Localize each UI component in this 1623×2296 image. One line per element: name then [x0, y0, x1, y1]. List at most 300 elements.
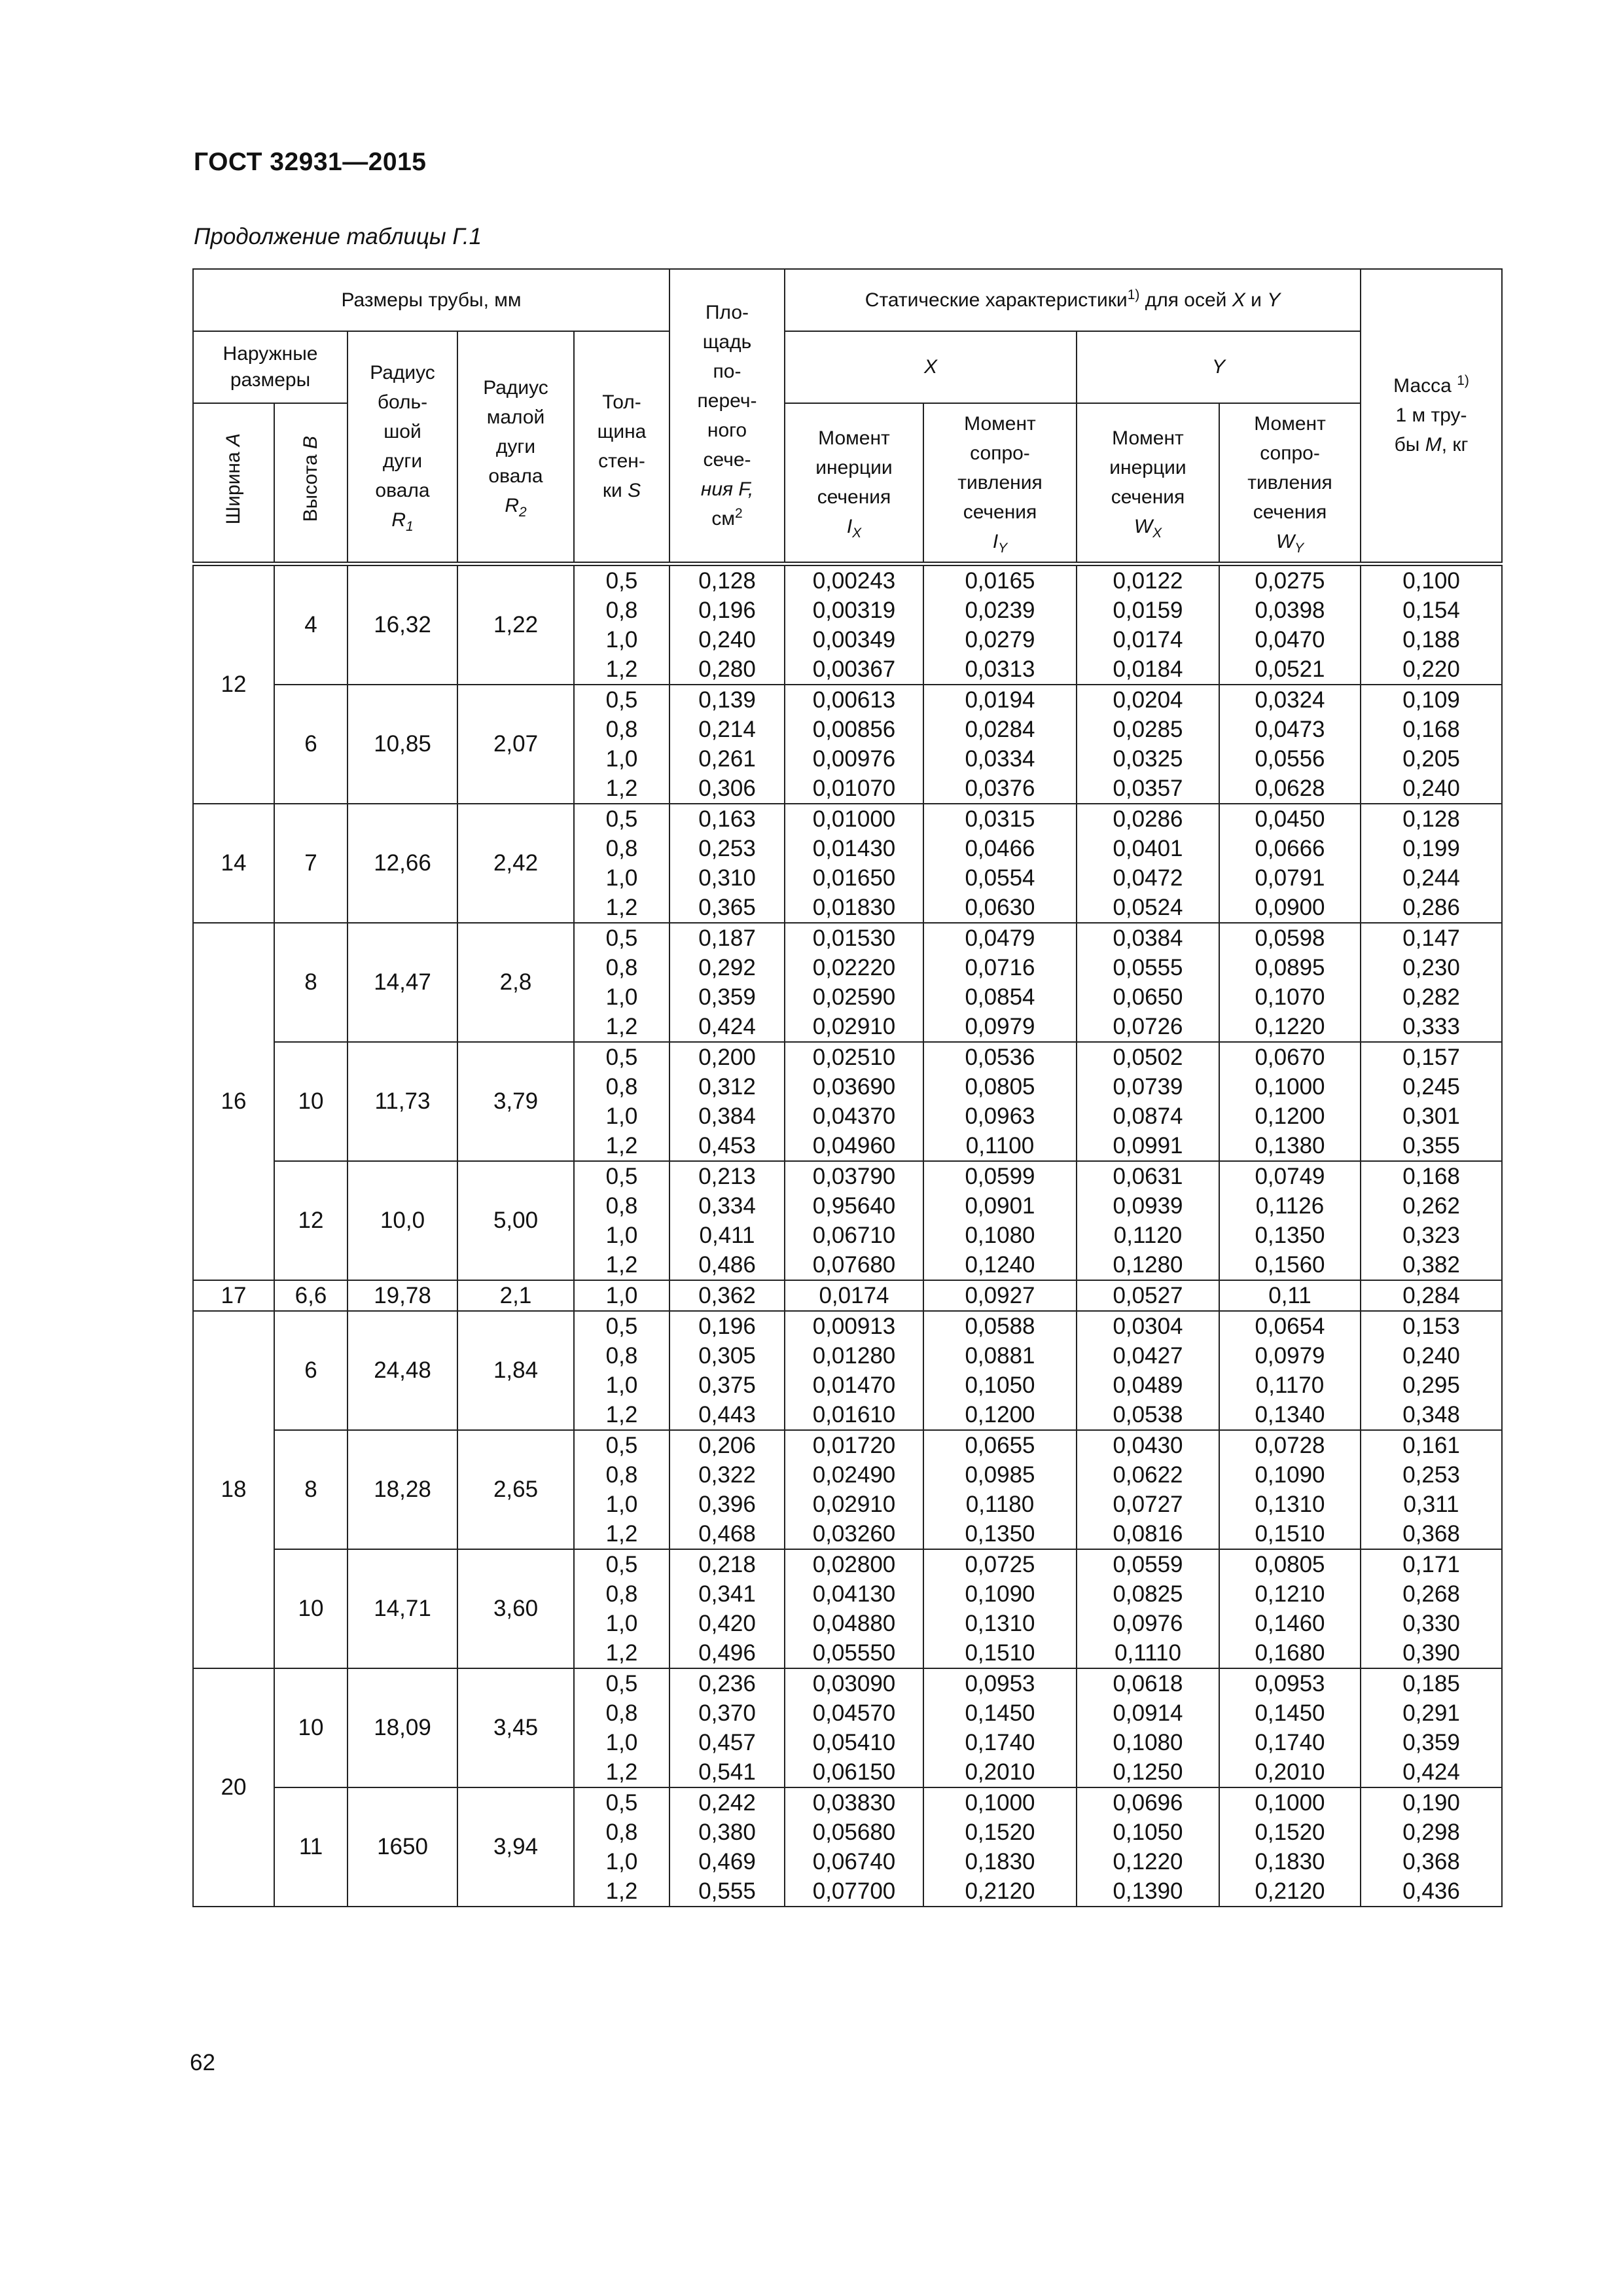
cell-value: 0,1200 [1255, 1103, 1325, 1129]
cell-moment-wy [1219, 1280, 1361, 1311]
cell-radius-r1: 18,28 [348, 1430, 457, 1549]
cell-value: 0,06740 [812, 1848, 896, 1874]
table-body [193, 564, 1502, 1907]
cell-value: 0,0670 [1255, 1044, 1325, 1070]
cell-moment-iy [923, 1311, 1077, 1430]
cell-value: 0,420 [698, 1610, 756, 1636]
cell-value: 0,261 [698, 745, 756, 772]
cell-value: 0,365 [698, 894, 756, 920]
header-radius-r2: Радиус малой дуги овала $R_2$ [457, 331, 574, 564]
cell-radius-r1: 19,78 [348, 1280, 457, 1311]
cell-value: 1,0 [605, 1222, 638, 1248]
cell-value: 0,2120 [965, 1878, 1035, 1904]
cell-moment-wy [1219, 1042, 1361, 1161]
cell-value: 0,1090 [1255, 1462, 1325, 1488]
cell-moment-ix [785, 1280, 923, 1311]
cell-value: 0,206 [698, 1432, 756, 1458]
cell-value: 0,1090 [965, 1581, 1035, 1607]
cell-height-b: 8 [274, 1430, 348, 1549]
cell-radius-r2: 3,94 [457, 1787, 574, 1907]
cell-value: 0,0939 [1113, 1193, 1183, 1219]
table-row [193, 1161, 1502, 1280]
cell-value: 0,0554 [965, 865, 1035, 891]
cell-value: 1,2 [605, 1759, 638, 1785]
cell-value: 0,1510 [1255, 1520, 1325, 1547]
cell-value: 0,220 [1402, 656, 1460, 682]
cell-moment-ix [785, 1161, 923, 1280]
cell-value: 0,1000 [1255, 1789, 1325, 1816]
cell-value: 0,1070 [1255, 984, 1325, 1010]
cell-value: 0,368 [1402, 1520, 1460, 1547]
cell-radius-r2: 2,07 [457, 685, 574, 804]
cell-moment-wy [1219, 564, 1361, 685]
cell-moment-wy [1219, 1161, 1361, 1280]
cell-value: 0,8 [605, 1581, 638, 1607]
cell-value: 0,00349 [812, 626, 896, 653]
cell-value: 0,214 [698, 716, 756, 742]
cell-value: 0,469 [698, 1848, 756, 1874]
cell-value: 0,0122 [1113, 567, 1183, 594]
cell-value: 0,161 [1402, 1432, 1460, 1458]
cell-value: 0,00319 [812, 597, 896, 623]
cell-radius-r1: 1650 [348, 1787, 457, 1907]
cell-value: 0,1000 [1255, 1073, 1325, 1100]
cell-value: 0,1450 [1255, 1700, 1325, 1726]
cell-value: 0,0881 [965, 1342, 1035, 1369]
cell-value: 0,1450 [965, 1700, 1035, 1726]
cell-value: 1,0 [605, 1491, 638, 1517]
cell-value: 0,01720 [812, 1432, 896, 1458]
header-radius-r1: Радиус боль- шой дуги овала $R_1$ [348, 331, 457, 564]
cell-value: 0,323 [1402, 1222, 1460, 1248]
table-row [193, 1787, 1502, 1907]
cell-value: 0,95640 [812, 1193, 896, 1219]
cell-value: 0,0527 [1113, 1282, 1183, 1308]
cell-value: 0,8 [605, 1462, 638, 1488]
cell-moment-wx [1077, 1430, 1219, 1549]
cell-moment-wx [1077, 1161, 1219, 1280]
cell-thickness [574, 1042, 669, 1161]
cell-height-b: 6,6 [274, 1280, 348, 1311]
cell-thickness [574, 1549, 669, 1668]
cell-value: 0,245 [1402, 1073, 1460, 1100]
cell-value: 0,0285 [1113, 716, 1183, 742]
cell-value: 0,168 [1402, 1163, 1460, 1189]
cell-value: 0,0976 [1113, 1610, 1183, 1636]
cell-radius-r1: 14,71 [348, 1549, 457, 1668]
cell-value: 0,424 [698, 1013, 756, 1039]
cell-value: 0,0165 [965, 567, 1035, 594]
cell-value: 0,236 [698, 1670, 756, 1696]
cell-moment-ix [785, 923, 923, 1042]
cell-area [669, 923, 785, 1042]
cell-area [669, 1430, 785, 1549]
cell-moment-ix [785, 685, 923, 804]
cell-value: 0,213 [698, 1163, 756, 1189]
cell-value: 0,0239 [965, 597, 1035, 623]
cell-value: 0,1080 [1113, 1729, 1183, 1755]
page-number: 62 [190, 2050, 215, 2075]
cell-moment-ix [785, 1668, 923, 1787]
cell-value: 0,01430 [812, 835, 896, 861]
cell-moment-wy [1219, 1311, 1361, 1430]
header-moment-iy: Момент сопро- тивления сечения $I_Y$ [923, 403, 1077, 564]
cell-value: 0,03260 [812, 1520, 896, 1547]
cell-value: 0,5 [605, 1432, 638, 1458]
table-caption: Продолжение таблицы Г.1 [194, 224, 482, 249]
cell-value: 0,1350 [965, 1520, 1035, 1547]
cell-radius-r2: 2,1 [457, 1280, 574, 1311]
cell-value: 0,07700 [812, 1878, 896, 1904]
cell-value: 1,0 [605, 1282, 638, 1308]
cell-value: 0,1510 [965, 1640, 1035, 1666]
cell-moment-ix [785, 1311, 923, 1430]
cell-value: 0,199 [1402, 835, 1460, 861]
cell-area [669, 564, 785, 685]
cell-value: 0,0725 [965, 1551, 1035, 1577]
cell-area [669, 1042, 785, 1161]
cell-value: 0,03830 [812, 1789, 896, 1816]
cell-value: 0,305 [698, 1342, 756, 1369]
cell-value: 0,01280 [812, 1342, 896, 1369]
header-static-group: Статические характеристики$^{1)}$ для осей X и Y [785, 269, 1361, 331]
cell-value: 0,359 [1402, 1729, 1460, 1755]
cell-value: 0,240 [1402, 1342, 1460, 1369]
cell-value: 1,2 [605, 1520, 638, 1547]
cell-value: 0,0655 [965, 1432, 1035, 1458]
cell-value: 0,1110 [1115, 1640, 1181, 1666]
cell-value: 1,0 [605, 626, 638, 653]
header-moment-wy: Момент сопро- тивления сечения $W_Y$ [1219, 403, 1361, 564]
cell-moment-ix [785, 564, 923, 685]
cell-value: 0,5 [605, 1313, 638, 1339]
cell-value: 0,00856 [812, 716, 896, 742]
cell-value: 0,00243 [812, 567, 896, 594]
cell-value: 0,0174 [1113, 626, 1183, 653]
cell-value: 0,01650 [812, 865, 896, 891]
cell-value: 0,01000 [812, 806, 896, 832]
cell-value: 0,0286 [1113, 806, 1183, 832]
cell-mass [1361, 564, 1502, 685]
cell-moment-wy [1219, 1549, 1361, 1668]
cell-value: 0,0666 [1255, 835, 1325, 861]
cell-moment-iy [923, 1549, 1077, 1668]
cell-value: 0,244 [1402, 865, 1460, 891]
header-moment-ix: Момент инерции сечения $I_X$ [785, 403, 923, 564]
cell-value: 0,0521 [1255, 656, 1325, 682]
cell-width-a: 17 [193, 1280, 274, 1311]
cell-moment-wx [1077, 1042, 1219, 1161]
cell-value: 0,187 [698, 925, 756, 951]
cell-moment-iy [923, 1668, 1077, 1787]
cell-value: 0,1240 [965, 1251, 1035, 1278]
cell-radius-r1: 11,73 [348, 1042, 457, 1161]
cell-value: 0,1390 [1113, 1878, 1183, 1904]
cell-value: 0,359 [698, 984, 756, 1010]
cell-radius-r2: 2,42 [457, 804, 574, 923]
cell-moment-iy [923, 1042, 1077, 1161]
cell-value: 0,1310 [1255, 1491, 1325, 1517]
header-axis-y: Y [1077, 331, 1361, 403]
cell-radius-r2: 3,79 [457, 1042, 574, 1161]
cell-value: 0,1460 [1255, 1610, 1325, 1636]
cell-value: 0,1050 [1113, 1819, 1183, 1845]
cell-value: 0,286 [1402, 894, 1460, 920]
cell-area [669, 1787, 785, 1907]
cell-height-b: 10 [274, 1668, 348, 1787]
cell-moment-iy [923, 1430, 1077, 1549]
cell-radius-r1: 16,32 [348, 564, 457, 685]
cell-radius-r2: 2,65 [457, 1430, 574, 1549]
cell-value: 0,04570 [812, 1700, 896, 1726]
cell-value: 0,185 [1402, 1670, 1460, 1696]
cell-mass [1361, 1042, 1502, 1161]
cell-height-b: 8 [274, 923, 348, 1042]
cell-value: 0,0450 [1255, 806, 1325, 832]
cell-value: 0,453 [698, 1132, 756, 1158]
cell-value: 0,1740 [965, 1729, 1035, 1755]
cell-value: 0,0559 [1113, 1551, 1183, 1577]
cell-mass [1361, 1430, 1502, 1549]
cell-thickness [574, 923, 669, 1042]
cell-value: 0,5 [605, 806, 638, 832]
cell-value: 0,1210 [1255, 1581, 1325, 1607]
cell-value: 0,03790 [812, 1163, 896, 1189]
cell-value: 0,8 [605, 1342, 638, 1369]
cell-value: 0,0630 [965, 894, 1035, 920]
cell-value: 1,2 [605, 1401, 638, 1427]
cell-width-a: 12 [193, 564, 274, 804]
cell-value: 0,253 [698, 835, 756, 861]
cell-height-b: 10 [274, 1549, 348, 1668]
cell-area [669, 1549, 785, 1668]
cell-moment-iy [923, 1280, 1077, 1311]
cell-thickness [574, 1668, 669, 1787]
cell-value: 0,0598 [1255, 925, 1325, 951]
header-moment-wx: Момент инерции сечения $W_X$ [1077, 403, 1219, 564]
header-sizes-group: Размеры трубы, мм [193, 269, 669, 331]
cell-value: 0,333 [1402, 1013, 1460, 1039]
cell-value: 0,0275 [1255, 567, 1325, 594]
cell-value: 1,2 [605, 1640, 638, 1666]
cell-value: 0,240 [698, 626, 756, 653]
cell-value: 0,02590 [812, 984, 896, 1010]
cell-moment-wx [1077, 564, 1219, 685]
table-row [193, 923, 1502, 1042]
cell-moment-wy [1219, 1787, 1361, 1907]
cell-value: 0,05550 [812, 1640, 896, 1666]
cell-value: 0,1520 [1255, 1819, 1325, 1845]
cell-value: 0,1200 [965, 1401, 1035, 1427]
cell-value: 0,1170 [1255, 1372, 1325, 1398]
cell-radius-r2: 3,60 [457, 1549, 574, 1668]
cell-value: 0,0284 [965, 716, 1035, 742]
cell-mass [1361, 1668, 1502, 1787]
cell-value: 0,0489 [1113, 1372, 1183, 1398]
cell-value: 0,11 [1268, 1282, 1311, 1308]
cell-radius-r1: 18,09 [348, 1668, 457, 1787]
cell-area [669, 1280, 785, 1311]
cell-thickness [574, 1787, 669, 1907]
cell-value: 0,0194 [965, 687, 1035, 713]
cell-value: 0,0953 [1255, 1670, 1325, 1696]
cell-value: 0,200 [698, 1044, 756, 1070]
cell-value: 0,04370 [812, 1103, 896, 1129]
cell-height-b: 11 [274, 1787, 348, 1907]
cell-radius-r1: 12,66 [348, 804, 457, 923]
cell-value: 0,163 [698, 806, 756, 832]
cell-value: 0,443 [698, 1401, 756, 1427]
cell-value: 0,5 [605, 925, 638, 951]
cell-moment-ix [785, 1042, 923, 1161]
cell-value: 0,311 [1403, 1491, 1459, 1517]
cell-thickness [574, 1280, 669, 1311]
cell-value: 0,5 [605, 1044, 638, 1070]
table-header [193, 269, 1502, 564]
header-axis-x: X [785, 331, 1077, 403]
cell-radius-r2: 3,45 [457, 1668, 574, 1787]
cell-value: 0,0791 [1255, 865, 1325, 891]
table-row [193, 564, 1502, 685]
cell-value: 0,0739 [1113, 1073, 1183, 1100]
cell-value: 0,1250 [1113, 1759, 1183, 1785]
cell-value: 0,555 [698, 1878, 756, 1904]
cell-area [669, 685, 785, 804]
header-mass: Масса $^{1)}$ 1 м тру- бы M, кг [1361, 269, 1502, 564]
cell-value: 0,370 [698, 1700, 756, 1726]
cell-area [669, 1161, 785, 1280]
cell-value: 0,253 [1402, 1462, 1460, 1488]
cell-value: 0,0466 [965, 835, 1035, 861]
cell-value: 0,0749 [1255, 1163, 1325, 1189]
cell-value: 0,147 [1402, 925, 1460, 951]
cell-value: 0,0927 [965, 1282, 1035, 1308]
cell-value: 0,01530 [812, 925, 896, 951]
cell-value: 0,541 [698, 1759, 756, 1785]
cell-value: 0,154 [1402, 597, 1460, 623]
cell-value: 0,262 [1402, 1193, 1460, 1219]
cell-mass [1361, 804, 1502, 923]
cell-value: 0,1310 [965, 1610, 1035, 1636]
cell-value: 0,171 [1402, 1551, 1460, 1577]
cell-moment-wx [1077, 804, 1219, 923]
cell-value: 0,1740 [1255, 1729, 1325, 1755]
cell-value: 0,188 [1402, 626, 1460, 653]
cell-value: 0,2010 [965, 1759, 1035, 1785]
cell-radius-r1: 10,0 [348, 1161, 457, 1280]
header-area: Пло- щадь по- переч- ного сече- ния F, $см^2$ [669, 269, 785, 564]
cell-value: 0,02220 [812, 954, 896, 980]
cell-mass [1361, 1280, 1502, 1311]
cell-value: 0,295 [1402, 1372, 1460, 1398]
cell-value: 0,322 [698, 1462, 756, 1488]
cell-value: 0,03690 [812, 1073, 896, 1100]
header-outer-sizes: Наружные размеры [193, 331, 348, 403]
cell-value: 0,04130 [812, 1581, 896, 1607]
cell-value: 0,0315 [965, 806, 1035, 832]
cell-value: 0,0914 [1113, 1700, 1183, 1726]
cell-value: 0,298 [1402, 1819, 1460, 1845]
cell-value: 0,384 [698, 1103, 756, 1129]
cell-value: 0,06710 [812, 1222, 896, 1248]
cell-value: 0,01070 [812, 775, 896, 801]
cell-value: 0,0376 [965, 775, 1035, 801]
cell-value: 0,0324 [1255, 687, 1325, 713]
cell-value: 0,03090 [812, 1670, 896, 1696]
cell-value: 0,362 [698, 1282, 756, 1308]
cell-value: 0,0991 [1113, 1132, 1183, 1158]
cell-value: 0,424 [1402, 1759, 1460, 1785]
table-row [193, 1668, 1502, 1787]
cell-value: 1,2 [605, 1251, 638, 1278]
cell-mass [1361, 685, 1502, 804]
cell-value: 0,355 [1402, 1132, 1460, 1158]
cell-value: 0,310 [698, 865, 756, 891]
cell-mass [1361, 1787, 1502, 1907]
cell-value: 0,0304 [1113, 1313, 1183, 1339]
cell-value: 0,0825 [1113, 1581, 1183, 1607]
cell-value: 0,02510 [812, 1044, 896, 1070]
cell-value: 0,8 [605, 716, 638, 742]
cell-value: 0,128 [1402, 806, 1460, 832]
header-thickness: Тол- щина стен- ки S [574, 331, 669, 564]
cell-value: 0,348 [1402, 1401, 1460, 1427]
cell-value: 1,0 [605, 984, 638, 1010]
cell-value: 0,0901 [965, 1193, 1035, 1219]
cell-value: 0,0325 [1113, 745, 1183, 772]
cell-value: 0,00913 [812, 1313, 896, 1339]
table-row [193, 1311, 1502, 1430]
cell-value: 0,0313 [965, 656, 1035, 682]
cell-value: 0,1220 [1255, 1013, 1325, 1039]
cell-value: 1,2 [605, 656, 638, 682]
cell-value: 0,0524 [1113, 894, 1183, 920]
cell-moment-iy [923, 804, 1077, 923]
cell-value: 0,05410 [812, 1729, 896, 1755]
cell-radius-r1: 24,48 [348, 1311, 457, 1430]
cell-value: 0,0470 [1255, 626, 1325, 653]
cell-value: 0,0628 [1255, 775, 1325, 801]
cell-value: 1,0 [605, 1729, 638, 1755]
cell-value: 0,139 [698, 687, 756, 713]
cell-value: 0,280 [698, 656, 756, 682]
cell-value: 0,168 [1402, 716, 1460, 742]
cell-value: 0,436 [1402, 1878, 1460, 1904]
cell-area [669, 1668, 785, 1787]
cell-value: 0,196 [698, 1313, 756, 1339]
cell-value: 0,330 [1402, 1610, 1460, 1636]
cell-value: 0,157 [1402, 1044, 1460, 1070]
cell-area [669, 804, 785, 923]
cell-value: 0,496 [698, 1640, 756, 1666]
cell-value: 0,0536 [965, 1044, 1035, 1070]
cell-mass [1361, 1311, 1502, 1430]
cell-radius-r1: 10,85 [348, 685, 457, 804]
cell-moment-iy [923, 685, 1077, 804]
cell-value: 0,5 [605, 687, 638, 713]
cell-value: 0,05680 [812, 1819, 896, 1845]
cell-value: 0,0805 [1255, 1551, 1325, 1577]
cell-mass [1361, 1161, 1502, 1280]
cell-value: 0,0650 [1113, 984, 1183, 1010]
cell-value: 0,312 [698, 1073, 756, 1100]
cell-value: 0,268 [1402, 1581, 1460, 1607]
cell-moment-wx [1077, 685, 1219, 804]
cell-value: 0,00976 [812, 745, 896, 772]
cell-value: 0,240 [1402, 775, 1460, 801]
cell-mass [1361, 923, 1502, 1042]
cell-value: 0,0979 [1255, 1342, 1325, 1369]
